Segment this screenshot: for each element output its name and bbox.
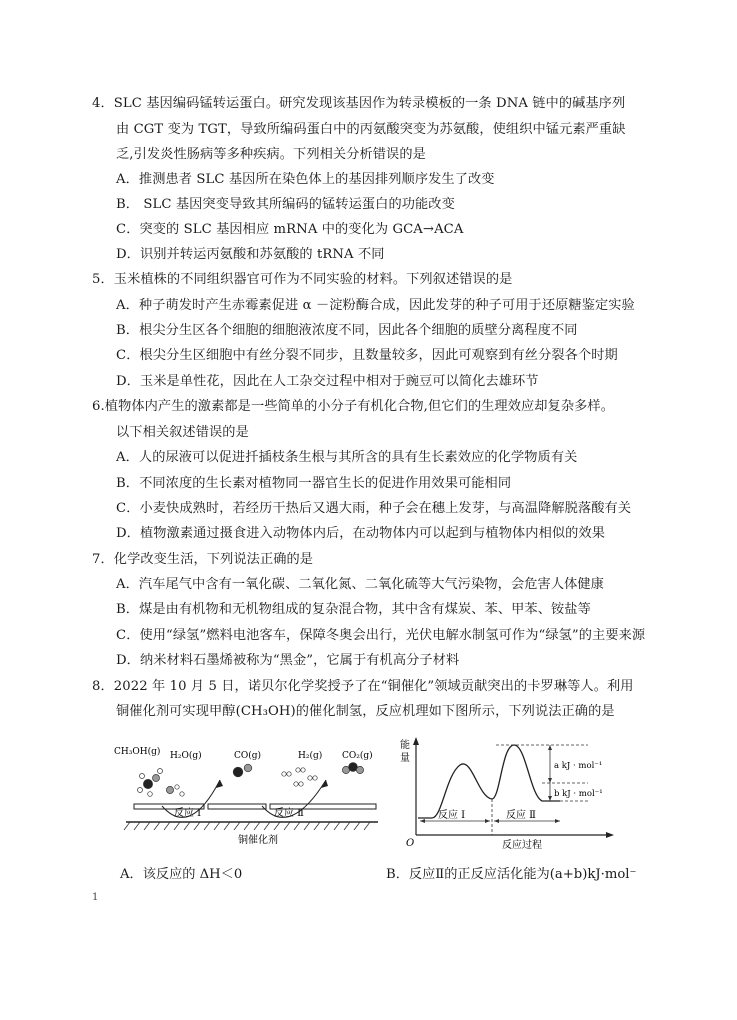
line-q6-l2: 以下相关叙述错误的是 xyxy=(116,425,249,440)
label-co: CO(g) xyxy=(234,751,262,761)
axis-energy-label-1: 能 xyxy=(400,740,410,751)
label-b-energy: b kJ · mol⁻¹ xyxy=(554,789,603,799)
label-co2: CO₂(g) xyxy=(342,751,373,761)
axis-energy-label-2: 量 xyxy=(400,753,410,764)
line-q5-a: A．种子萌发时产生赤霉素促进 α －淀粉酶合成，因此发芽的种子可用于还原糖鉴定实验 xyxy=(116,298,635,313)
line-q5-b: B．根尖分生区各个细胞的细胞液浓度不同，因此各个细胞的质壁分离程度不同 xyxy=(116,323,578,338)
axis-reaction-progress: 反应过程 xyxy=(502,840,542,851)
line-q7-c: C．使用“绿氢”燃料电池客车，保障冬奥会出行，光伏电解水制氢可作为“绿氢”的主要来源 xyxy=(116,628,646,643)
line-q4-l3: 乏,引发炎性肠病等多种疾病。下列相关分析错误的是 xyxy=(116,147,426,162)
line-q4-c: C．突变的 SLC 基因相应 mRNA 中的变化为 GCA→ACA xyxy=(116,222,464,237)
line-q7-d: D．纳米材料石墨烯被称为“黑金”，它属于有机高分子材料 xyxy=(116,653,460,668)
label-reaction-1: 反应 Ⅰ xyxy=(174,808,202,819)
line-q6-a: A．人的尿液可以促进扦插枝条生根与其所含的具有生长素效应的化学物质有关 xyxy=(116,450,578,465)
label-catalyst: 铜催化剂 xyxy=(238,835,278,846)
label-reaction-2: 反应 Ⅱ xyxy=(274,808,304,819)
line-q8-l1: 8．2022 年 10 月 5 日，诺贝尔化学奖授予了在“铜催化”领域贡献突出的卡罗琳等人。利用 xyxy=(92,679,634,694)
line-q5-l1: 5．玉米植株的不同组织器官可作为不同实验的材料。下列叙述错误的是 xyxy=(92,272,513,287)
energy-profile-diagram xyxy=(396,735,622,851)
line-q4-b: B． SLC 基因突变导致其所编码的锰转运蛋白的功能改变 xyxy=(116,197,455,212)
line-q7-a: A．汽车尾气中含有一氧化碳、二氧化氮、二氧化硫等大气污染物，会危害人体健康 xyxy=(116,577,604,592)
line-q7-l1: 7．化学改变生活，下列说法正确的是 xyxy=(92,552,314,567)
label-stage-2: 反应 Ⅱ xyxy=(506,810,536,821)
line-q7-b: B．煤是由有机物和无机物组成的复杂混合物，其中含有煤炭、苯、甲苯、铵盐等 xyxy=(116,602,591,617)
label-a-energy: a kJ · mol⁻¹ xyxy=(554,761,603,771)
label-h2: H₂(g) xyxy=(298,751,323,761)
label-h2o: H₂O(g) xyxy=(170,751,202,761)
line-q5-d: D．玉米是单性花，因此在人工杂交过程中相对于豌豆可以简化去雄环节 xyxy=(116,374,539,389)
line-q6-c: C．小麦快成熟时，若经历干热后又遇大雨，种子会在穗上发芽，与高温降解脱落酸有关 xyxy=(116,501,632,516)
line-q6-l1: 6.植物体内产生的激素都是一些简单的小分子有机化合物,但它们的生理效应却复杂多样。 xyxy=(92,399,614,414)
q8-option-a: A．该反应的 ΔH＜0 xyxy=(120,867,243,882)
line-q4-l1: 4．SLC 基因编码锰转运蛋白。研究发现该基因作为转录模板的一条 DNA 链中的碱基序列 xyxy=(92,96,626,111)
line-q4-d: D．识别并转运丙氨酸和苏氨酸的 tRNA 不同 xyxy=(116,247,385,262)
line-q8-l2: 铜催化剂可实现甲醇(CH₃OH)的催化制氢，反应机理如下图所示，下列说法正确的是 xyxy=(116,704,615,719)
line-q4-l2: 由 CGT 变为 TGT，导致所编码蛋白中的丙氨酸突变为苏氨酸，使组织中锰元素严重缺 xyxy=(116,122,626,137)
label-ch3oh: CH₃OH(g) xyxy=(114,747,161,757)
line-q5-c: C．根尖分生区细胞中有丝分裂不同步，且数量较多，因此可观察到有丝分裂各个时期 xyxy=(116,348,618,363)
label-stage-1: 反应 Ⅰ xyxy=(438,810,466,821)
line-q6-d: D．植物激素通过摄食进入动物体内后，在动物体内可以起到与植物体内相似的效果 xyxy=(116,526,606,541)
axis-origin: O xyxy=(406,838,415,849)
line-q6-b: B．不同浓度的生长素对植物同一器官生长的促进作用效果可能相同 xyxy=(116,476,512,491)
reaction-mechanism-diagram xyxy=(112,740,384,846)
page-number: 1 xyxy=(92,892,99,903)
q8-option-b: B．反应Ⅱ的正反应活化能为(a+b)kJ·mol⁻ xyxy=(386,867,637,882)
line-q4-a: A．推测患者 SLC 基因所在染色体上的基因排列顺序发生了改变 xyxy=(116,172,495,187)
